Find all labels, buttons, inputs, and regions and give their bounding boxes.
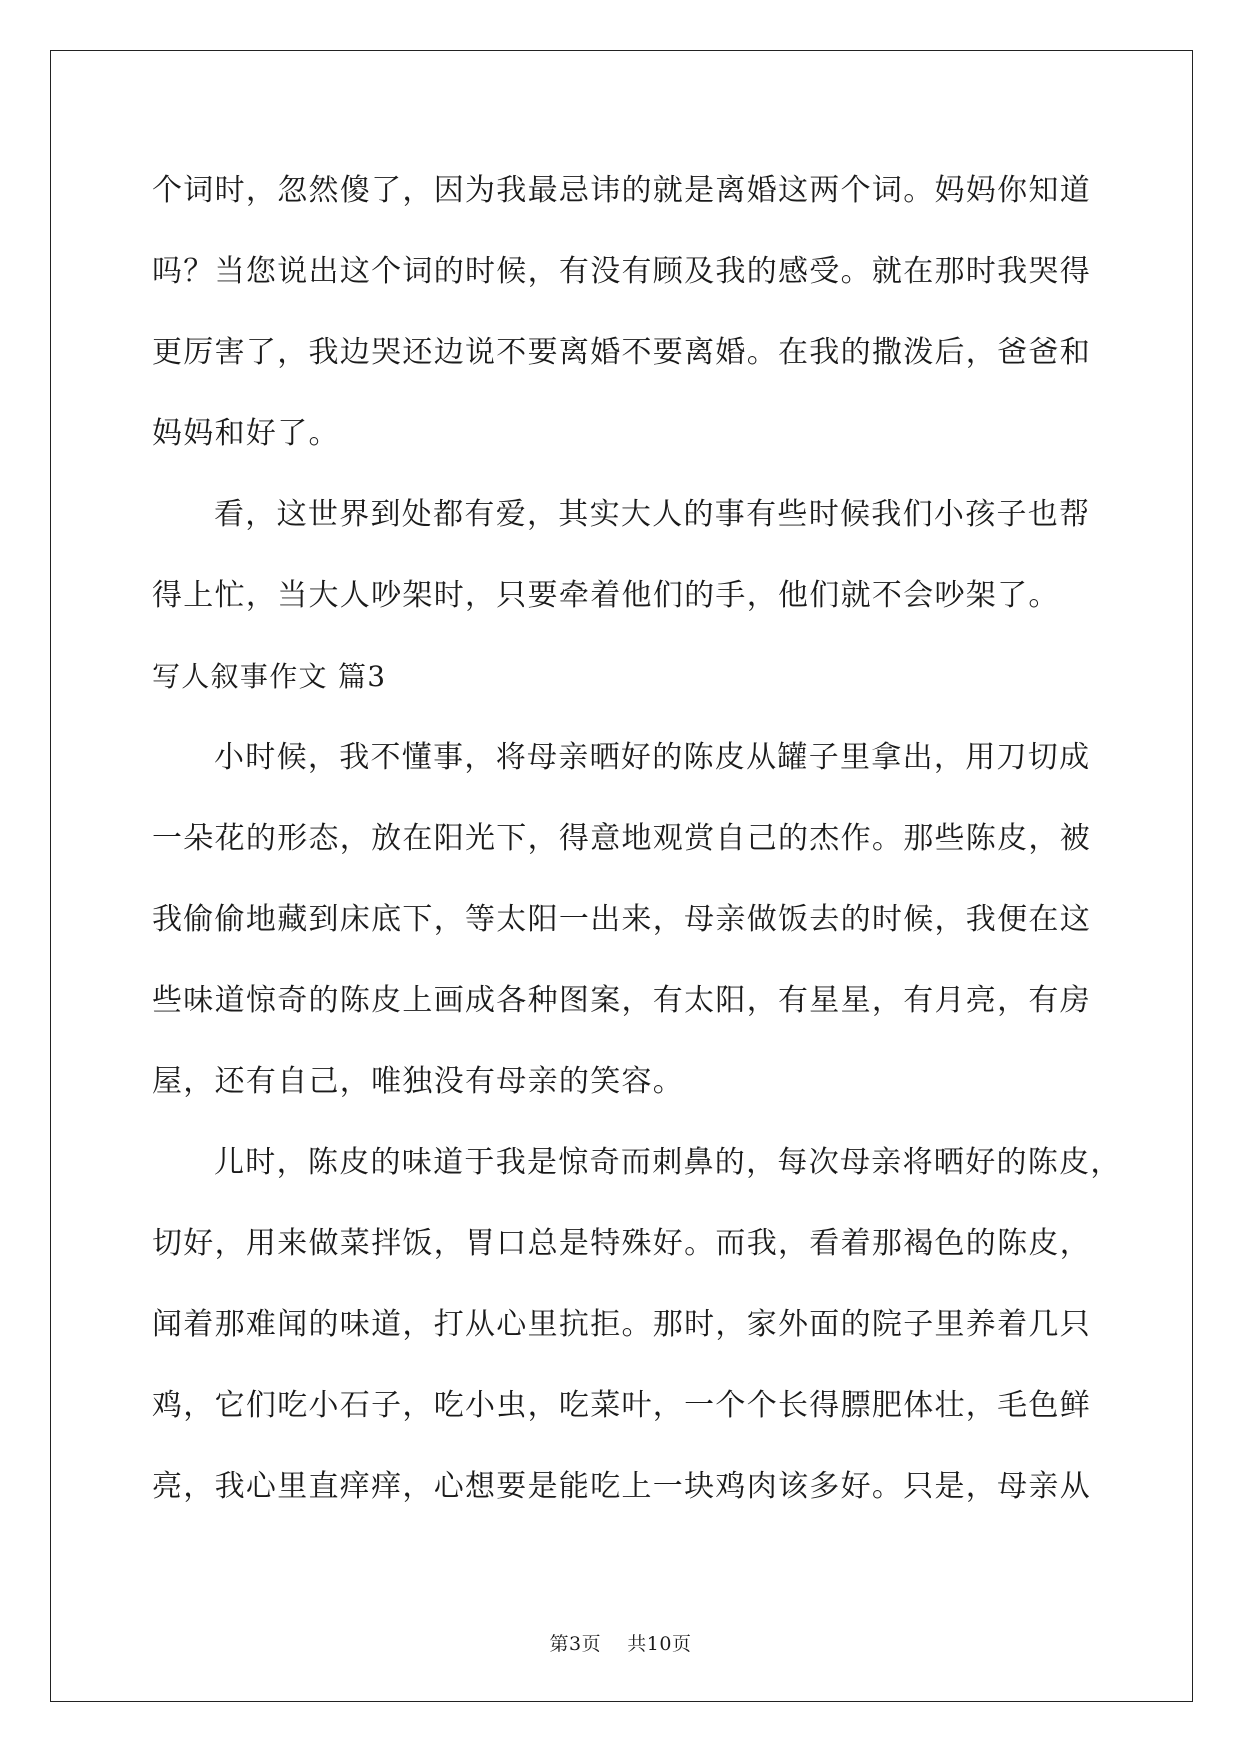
page-number: 第3页 xyxy=(549,1633,602,1655)
text-line: 鸡，它们吃小石子，吃小虫，吃菜叶，一个个长得膘肥体壮，毛色鲜 xyxy=(152,1388,1091,1423)
text-line: 些味道惊奇的陈皮上画成各种图案，有太阳，有星星，有月亮，有房 xyxy=(152,983,1091,1018)
text-line: 个词时，忽然傻了，因为我最忌讳的就是离婚这两个词。妈妈你知道 xyxy=(152,173,1091,208)
paragraph-start-line: 看，这世界到处都有爱，其实大人的事有些时候我们小孩子也帮 xyxy=(214,497,1091,532)
text-line: 得上忙，当大人吵架时，只要牵着他们的手，他们就不会吵架了。 xyxy=(152,578,1060,613)
text-line: 屋，还有自己，唯独没有母亲的笑容。 xyxy=(152,1064,685,1099)
text-line: 一朵花的形态，放在阳光下，得意地观赏自己的杰作。那些陈皮，被 xyxy=(152,821,1091,856)
text-line: 亮，我心里直痒痒，心想要是能吃上一块鸡肉该多好。只是，母亲从 xyxy=(152,1469,1091,1504)
section-heading: 写人叙事作文 篇3 xyxy=(152,660,387,693)
text-line: 吗？当您说出这个词的时候，有没有顾及我的感受。就在那时我哭得 xyxy=(152,254,1091,289)
paragraph-start-line: 小时候，我不懂事，将母亲晒好的陈皮从罐子里拿出，用刀切成 xyxy=(214,740,1091,775)
page-total: 共10页 xyxy=(627,1633,692,1655)
text-line: 更厉害了，我边哭还边说不要离婚不要离婚。在我的撒泼后，爸爸和 xyxy=(152,335,1091,370)
paragraph-start-line: 儿时，陈皮的味道于我是惊奇而刺鼻的，每次母亲将晒好的陈皮， xyxy=(214,1145,1122,1180)
text-line: 我偷偷地藏到床底下，等太阳一出来，母亲做饭去的时候，我便在这 xyxy=(152,902,1091,937)
text-line: 妈妈和好了。 xyxy=(152,416,340,451)
text-line: 切好，用来做菜拌饭，胃口总是特殊好。而我，看着那褐色的陈皮， xyxy=(152,1226,1091,1261)
page-footer xyxy=(0,1632,1241,1656)
text-line: 闻着那难闻的味道，打从心里抗拒。那时，家外面的院子里养着几只 xyxy=(152,1307,1091,1342)
document-body xyxy=(152,150,1122,1527)
